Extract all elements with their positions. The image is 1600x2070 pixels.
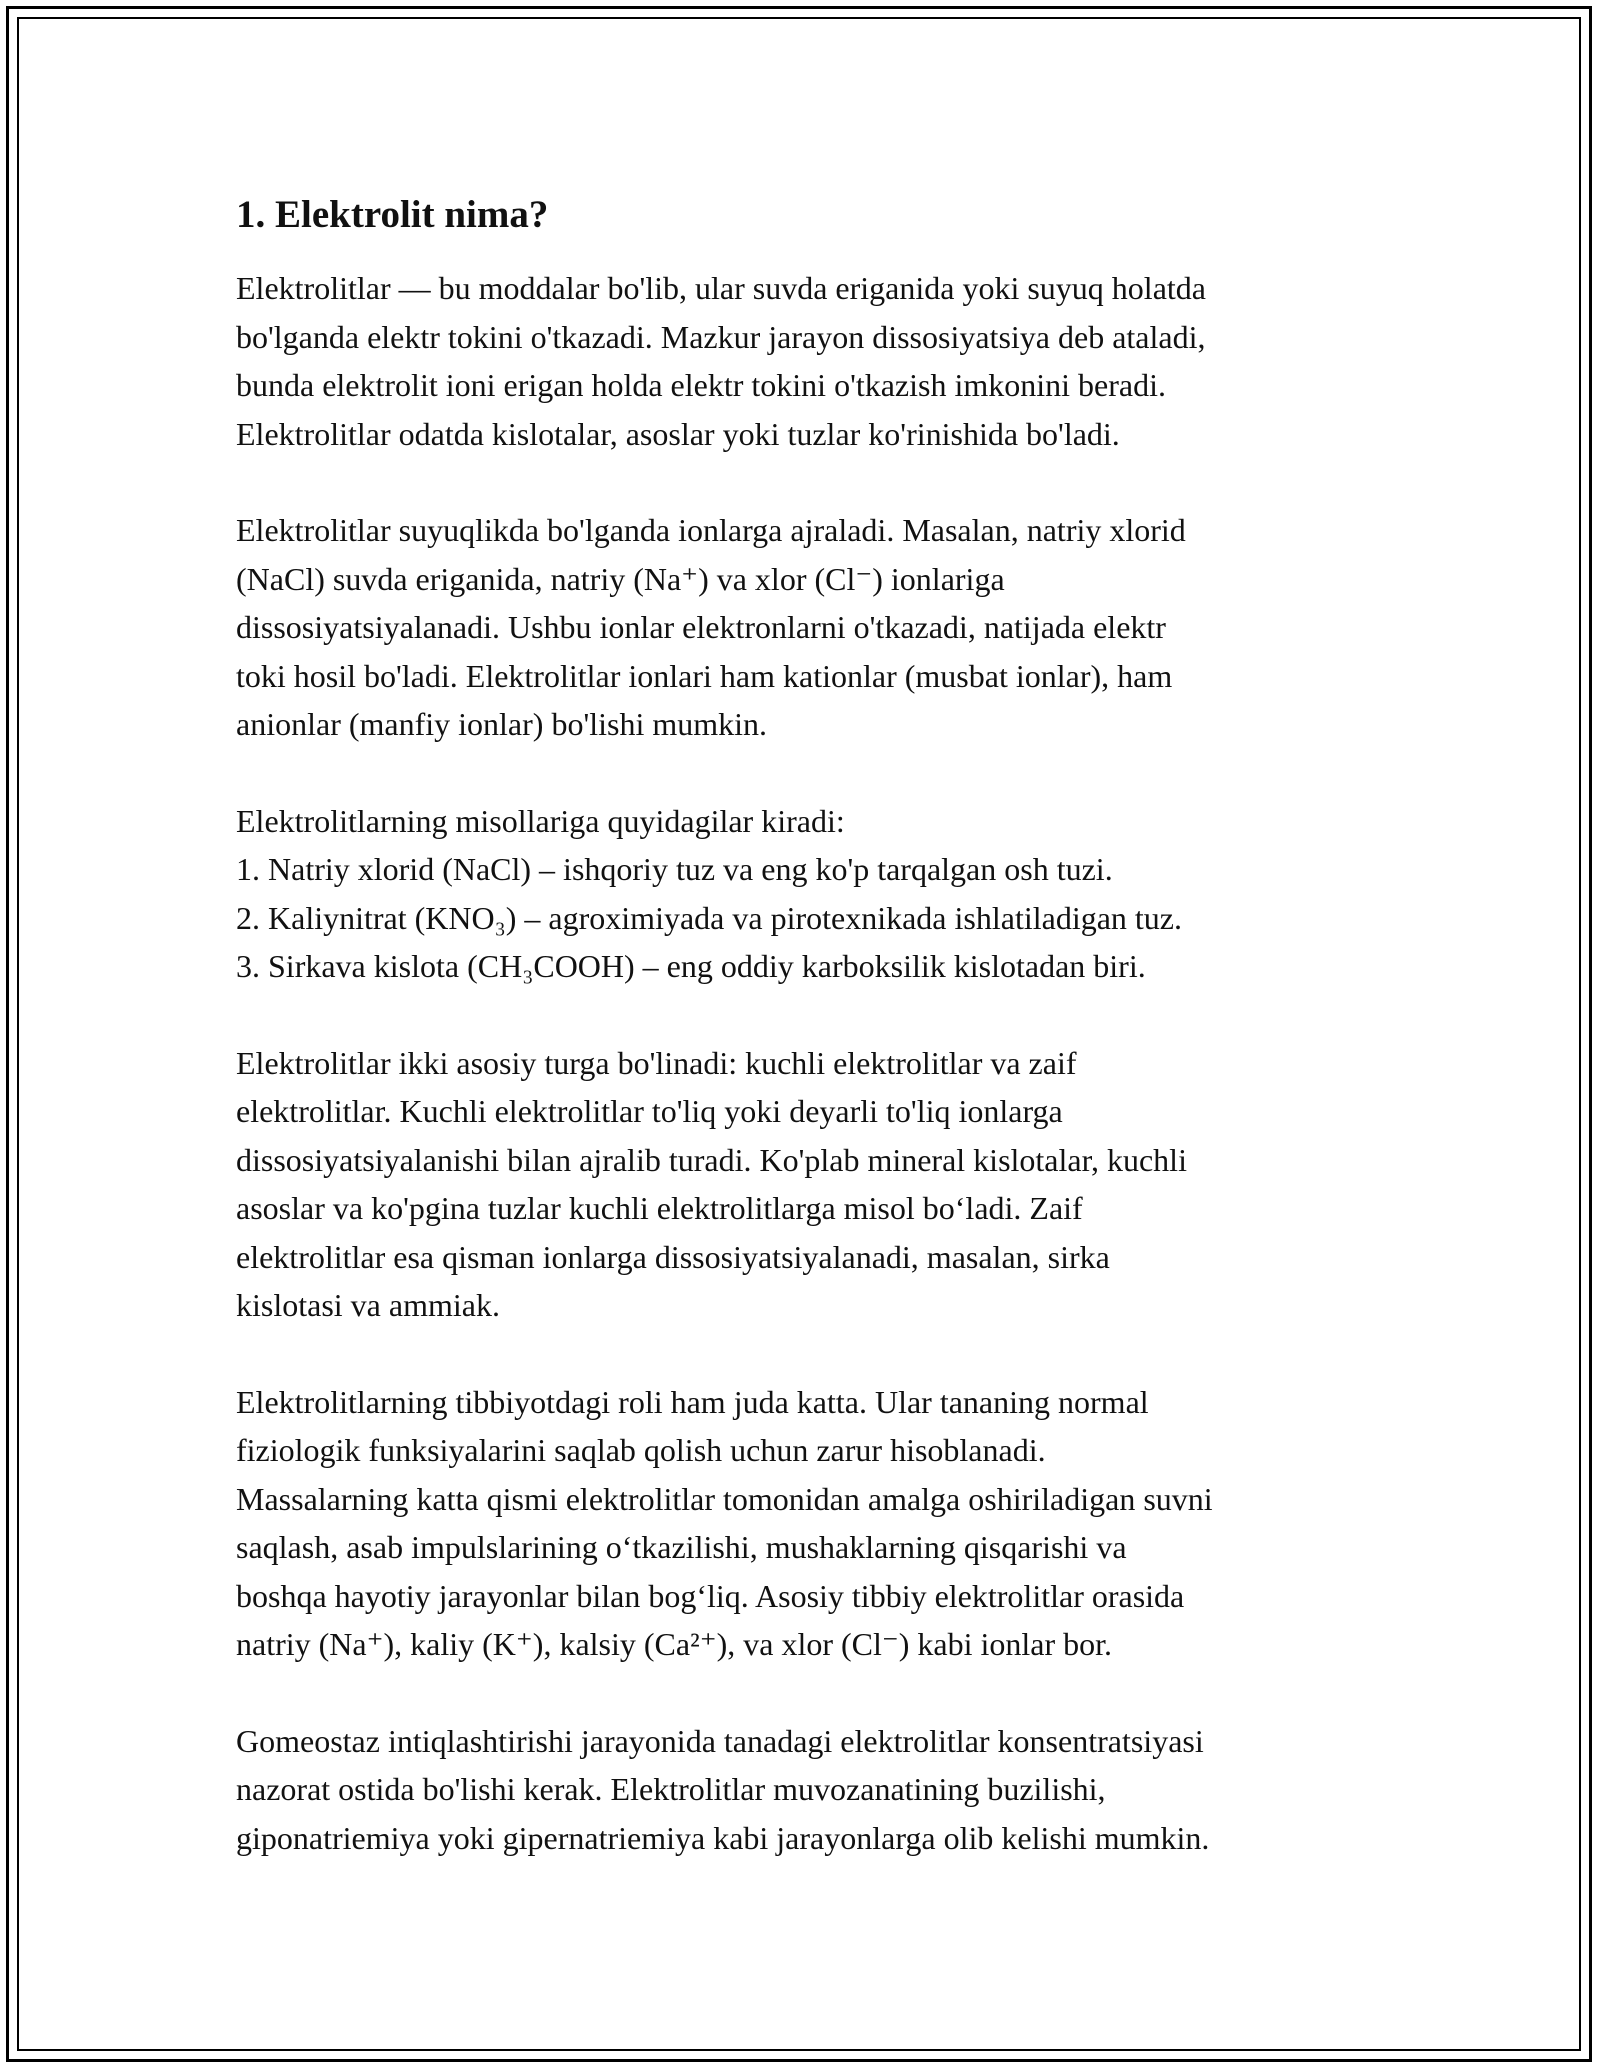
text-line: saqlash, asab impulslarining o‘tkazilishi, mushaklarning qisqarishi va (236, 1529, 1127, 1565)
text-line: Elektrolitlarning tibbiyotdagi roli ham juda katta. Ular tananing normal (236, 1383, 1149, 1420)
paragraph-examples-list (236, 797, 1396, 991)
text-line: bo'lganda elektr tokini o'tkazadi. Mazkur jarayon dissosiyatsiya deb ataladi, (236, 318, 1206, 355)
list-intro: Elektrolitlarning misollariga quyidagilar kiradi: (236, 802, 845, 839)
text-line: (NaCl) suvda eriganida, natriy (Na⁺) va xlor (Cl⁻) ionlariga (236, 560, 1005, 597)
text-line: fiziologik funksiyalarini saqlab qolish uchun zarur hisoblanadi. (236, 1432, 1046, 1468)
paragraph-definition (236, 264, 1396, 458)
text-line: Elektrolitlar suyuqlikda bo'lganda ionlarga ajraladi. Masalan, natriy xlorid (236, 512, 1186, 548)
text-line: anionlar (manfiy ionlar) bo'lishi mumkin. (236, 706, 767, 742)
text-line: boshqa hayotiy jarayonlar bilan bog‘liq. Asosiy tibbiy elektrolitlar orasida (236, 1577, 1185, 1614)
text-line: dissosiyatsiyalanishi bilan ajralib turadi. Ko'plab mineral kislotalar, kuchli (236, 1141, 1187, 1178)
text-line: giponatriemiya yoki gipernatriemiya kabi jarayonlarga olib kelishi mumkin. (236, 1819, 1210, 1856)
text-line: Massalarning katta qismi elektrolitlar tomonidan amalga oshiriladigan suvni (236, 1480, 1213, 1517)
list-item: 2. Kaliynitrat (KNO₃) – agroximiyada va pirotexnikada ishlatiladigan tuz. (236, 899, 1182, 936)
document-body (236, 190, 1396, 1910)
text-line: kislotasi va ammiak. (236, 1287, 500, 1323)
list-item: 1. Natriy xlorid (NaCl) – ishqoriy tuz va eng ko'p tarqalgan osh tuzi. (236, 851, 1113, 887)
text-line: Elektrolitlar — bu moddalar bo'lib, ular suvda eriganida yoki suyuq holatda (236, 270, 1206, 306)
paragraph-medicine (236, 1378, 1396, 1669)
section-heading: 1. Elektrolit nima? (236, 193, 549, 236)
text-line: bunda elektrolit ioni erigan holda elektr tokini o'tkazish imkonini beradi. (236, 367, 1166, 403)
text-line: dissosiyatsiyalanadi. Ushbu ionlar elektronlarni o'tkazadi, natijada elektr (236, 609, 1166, 645)
text-line: Elektrolitlar ikki asosiy turga bo'linadi: kuchli elektrolitlar va zaif (236, 1044, 1077, 1081)
text-line: asoslar va ko'pgina tuzlar kuchli elektrolitlarga misol bo‘ladi. Zaif (236, 1190, 1083, 1226)
text-line: elektrolitlar. Kuchli elektrolitlar to'liq yoki deyarli to'liq ionlarga (236, 1093, 1063, 1129)
paragraph-ions (236, 506, 1396, 749)
text-line: Gomeostaz intiqlashtirishi jarayonida tanadagi elektrolitlar konsentratsiyasi (236, 1722, 1204, 1759)
text-line: natriy (Na⁺), kaliy (K⁺), kalsiy (Ca²⁺), va xlor (Cl⁻) kabi ionlar bor. (236, 1626, 1113, 1662)
text-line: elektrolitlar esa qisman ionlarga dissosiyatsiyalanadi, masalan, sirka (236, 1238, 1110, 1275)
text-line: nazorat ostida bo'lishi kerak. Elektrolitlar muvozanatining buzilishi, (236, 1771, 1106, 1807)
paragraph-homeostasis (236, 1717, 1396, 1863)
text-line: toki hosil bo'ladi. Elektrolitlar ionlari ham kationlar (musbat ionlar), ham (236, 657, 1173, 694)
list-item: 3. Sirkava kislota (CH₃COOH) – eng oddiy karboksilik kislotadan biri. (236, 948, 1146, 984)
paragraph-types (236, 1039, 1396, 1330)
text-line: Elektrolitlar odatda kislotalar, asoslar yoki tuzlar ko'rinishida bo'ladi. (236, 415, 1120, 452)
